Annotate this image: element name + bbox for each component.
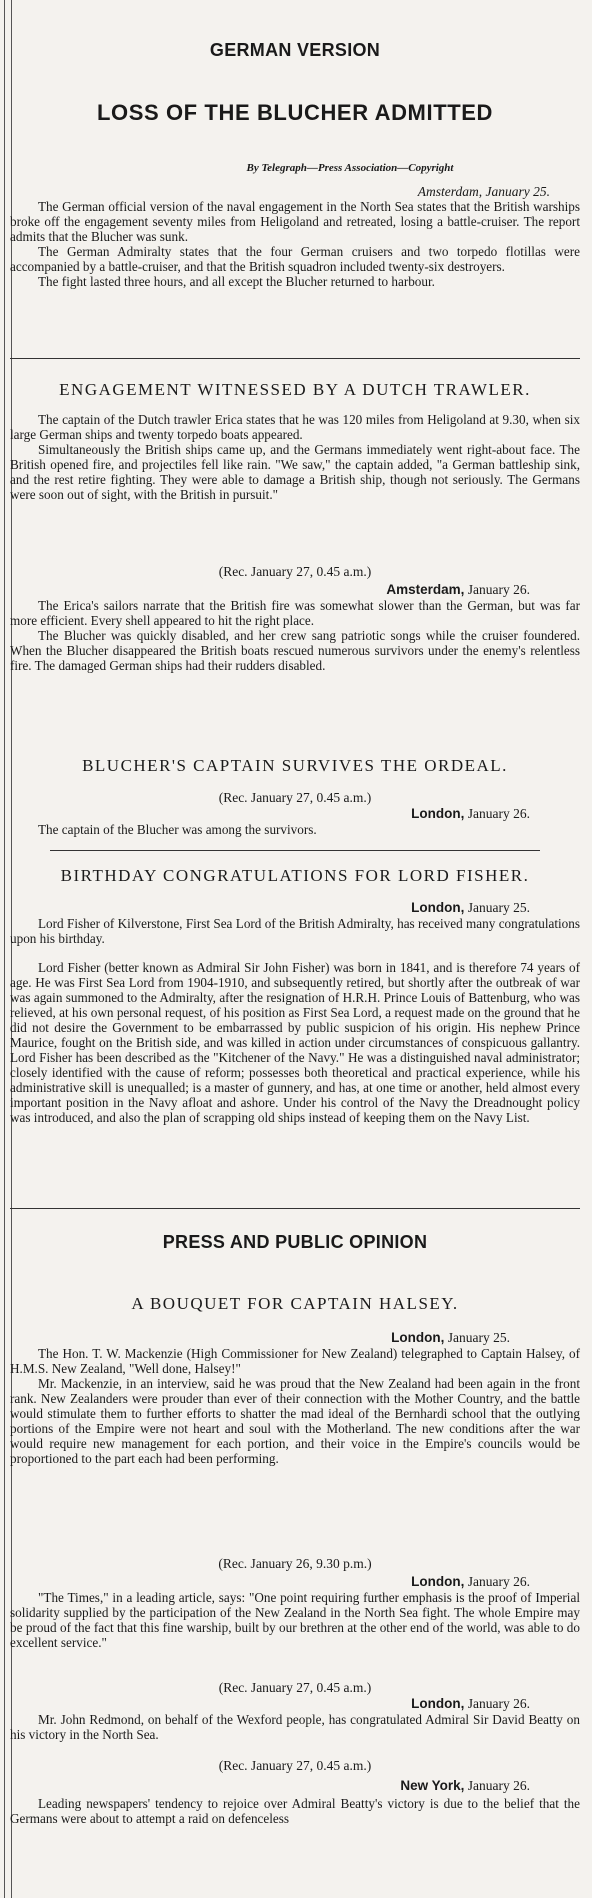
- paragraph: The Erica's sailors narrate that the British fire was somewhat slower than the German, but was far more efficient. Every shell appeared to hit the right place.: [10, 598, 580, 628]
- press-body-3: [10, 1712, 580, 1742]
- byline: By Telegraph—Press Association—Copyright: [246, 162, 454, 174]
- paragraph: Mr. Mackenzie, in an interview, said he was proud that the New Zealand had been again in the front rank. New Zealanders were prouder than ever of their connection with the Mother Country, and the battle would stimulate them to further efforts to shatter the mad ideal of the Bernhardi school that the outlying portions of the Empire were not heart and soul with the Motherland. The new conditions after the war would require new management for each portion, and their voice in the Empire's councils would be proportioned to the part each had been performing.: [10, 1376, 580, 1466]
- dateline-date: January 26.: [467, 1778, 530, 1793]
- received-line: (Rec. January 27, 0.45 a.m.): [218, 790, 372, 805]
- paragraph: Mr. John Redmond, on behalf of the Wexford people, has congratulated Admiral Sir David Beatty on his victory in the North Sea.: [10, 1712, 580, 1742]
- section-divider: [50, 850, 540, 851]
- dateline-place: London,: [411, 1574, 465, 1589]
- dateline-date: January 25.: [467, 900, 530, 915]
- dateline-place: London,: [411, 900, 465, 915]
- dateline-place: Amsterdam,: [417, 184, 483, 199]
- dateline-date: January 26.: [467, 1696, 530, 1711]
- press-body-1: [10, 1346, 580, 1466]
- section-subheading: A BOUQUET FOR CAPTAIN HALSEY.: [131, 1294, 459, 1313]
- section-divider: [10, 358, 580, 359]
- section-heading: BIRTHDAY CONGRATULATIONS FOR LORD FISHER.: [60, 866, 530, 885]
- received-line: (Rec. January 27, 0.45 a.m.): [218, 1758, 372, 1773]
- paragraph: Lord Fisher of Kilverstone, First Sea Lord of the British Admiralty, has received many congratulations upon his birthday.: [10, 916, 580, 946]
- dateline-5: [10, 1330, 580, 1346]
- paragraph: "The Times," in a leading article, says: "One point requiring further emphasis is the proof of Imperial solidarity supplied by the participation of the New Zealand in the North Sea fight. The whole Empire may be proud of the fact that this fine warship, built by our brethren at the other end of the world, was able to do excellent service.": [10, 1590, 580, 1650]
- dateline-place: New York,: [400, 1778, 465, 1793]
- dateline-place: London,: [411, 1696, 465, 1711]
- paragraph: Leading newspapers' tendency to rejoice over Admiral Beatty's victory is due to the belief that the Germans were about to attempt a raid on defenceless: [10, 1796, 580, 1826]
- dateline-place: London,: [411, 806, 465, 821]
- received-line: (Rec. January 26, 9.30 p.m.): [218, 1556, 372, 1571]
- paragraph: The German official version of the naval engagement in the North Sea states that the British warships broke off the engagement seventy miles from Heligoland and retreated, losing a battle-cruiser. The report admits that the Blucher was sunk.: [10, 199, 580, 244]
- dateline-date: January 25.: [447, 1330, 510, 1345]
- paragraph: The captain of the Blucher was among the survivors.: [38, 822, 317, 837]
- dateline-date: January 26.: [467, 806, 530, 821]
- paragraph: The captain of the Dutch trawler Erica states that he was 120 miles from Heligoland at 9.30, when six large German ships and twenty torpedo boats appeared.: [10, 412, 580, 442]
- paragraph: Lord Fisher (better known as Admiral Sir John Fisher) was born in 1841, and is therefore 74 years of age. He was First Sea Lord from 1904-1910, and subsequently retired, but shortly after the outbreak of war was again summoned to the Admiralty, after the resignation of H.R.H. Prince Louis of Battenburg, who was relieved, at his own personal request, of his position as First Sea Lord, a request made on the ground that he did not desire the Government to be embarrassed by public suspicion of his origin. His nephew Prince Maurice, fought on the British side, and was killed in action under circumstances of conspicuous gallantry. Lord Fisher has been described as the "Kitchener of the Navy." He was a distinguished naval administrator; closely identified with the cause of reform; possesses both theoretical and practical experience, while his administrative skill is unequalled; is a master of gunnery, and has, at one time or another, held almost every important position in the Navy afloat and ashore. Under his control of the Navy the Dreadnought policy was introduced, and also the plan of scrapping old ships instead of keeping them on the Navy List.: [10, 960, 580, 1125]
- dateline-3: [10, 806, 580, 822]
- section-heading-major: PRESS AND PUBLIC OPINION: [162, 1232, 428, 1252]
- section-heading: ENGAGEMENT WITNESSED BY A DUTCH TRAWLER.: [59, 380, 531, 399]
- dateline-date: January 26.: [467, 582, 530, 597]
- trawler-body-2: [10, 598, 580, 673]
- dateline-1: [10, 184, 580, 200]
- captain-body: [10, 822, 580, 837]
- dateline-8: [10, 1778, 580, 1794]
- section-heading: BLUCHER'S CAPTAIN SURVIVES THE ORDEAL.: [82, 756, 508, 775]
- paragraph: The fight lasted three hours, and all except the Blucher returned to harbour.: [38, 274, 435, 289]
- received-line: (Rec. January 27, 0.45 a.m.): [218, 1680, 372, 1695]
- paragraph: Simultaneously the British ships came up, and the Germans immediately went right-about face. The British opened fire, and projectiles fell like rain. "We saw," the captain added, "a German battleship sink, and the rest retire fighting. They were able to damage a British ship, though not seriously. The Germans were soon out of sight, with the British in pursuit.": [10, 442, 580, 502]
- received-line: (Rec. January 27, 0.45 a.m.): [218, 564, 372, 579]
- dateline-place: Amsterdam,: [386, 582, 465, 597]
- paragraph: The Hon. T. W. Mackenzie (High Commissioner for New Zealand) telegraphed to Captain Halsey, of H.M.S. New Zealand, "Well done, Halsey!": [10, 1346, 580, 1376]
- paragraph: The Blucher was quickly disabled, and her crew sang patriotic songs while the cruiser foundered. When the Blucher disappeared the British boats rescued numerous survivors under the enemy's relentless fire. The damaged German ships had their rudders disabled.: [10, 628, 580, 673]
- dateline-date: January 25.: [485, 184, 550, 199]
- kicker-heading: GERMAN VERSION: [209, 40, 381, 60]
- press-body-2: [10, 1590, 580, 1650]
- dateline-7: [10, 1696, 580, 1712]
- paragraph: The German Admiralty states that the four German cruisers and two torpedo flotillas were accompanied by a battle-cruiser, and that the British squadron included twenty-six destroyers.: [10, 244, 580, 274]
- main-headline: LOSS OF THE BLUCHER ADMITTED: [96, 100, 494, 125]
- dateline-place: London,: [391, 1330, 445, 1345]
- dateline-date: January 26.: [467, 1574, 530, 1589]
- fisher-body: [10, 916, 580, 1125]
- dateline-2: [10, 582, 580, 598]
- trawler-body: [10, 412, 580, 502]
- dateline-6: [10, 1574, 580, 1590]
- dateline-4: [10, 900, 580, 916]
- german-version-body: [10, 199, 580, 289]
- section-divider: [10, 1208, 580, 1209]
- press-body-4: [10, 1796, 580, 1826]
